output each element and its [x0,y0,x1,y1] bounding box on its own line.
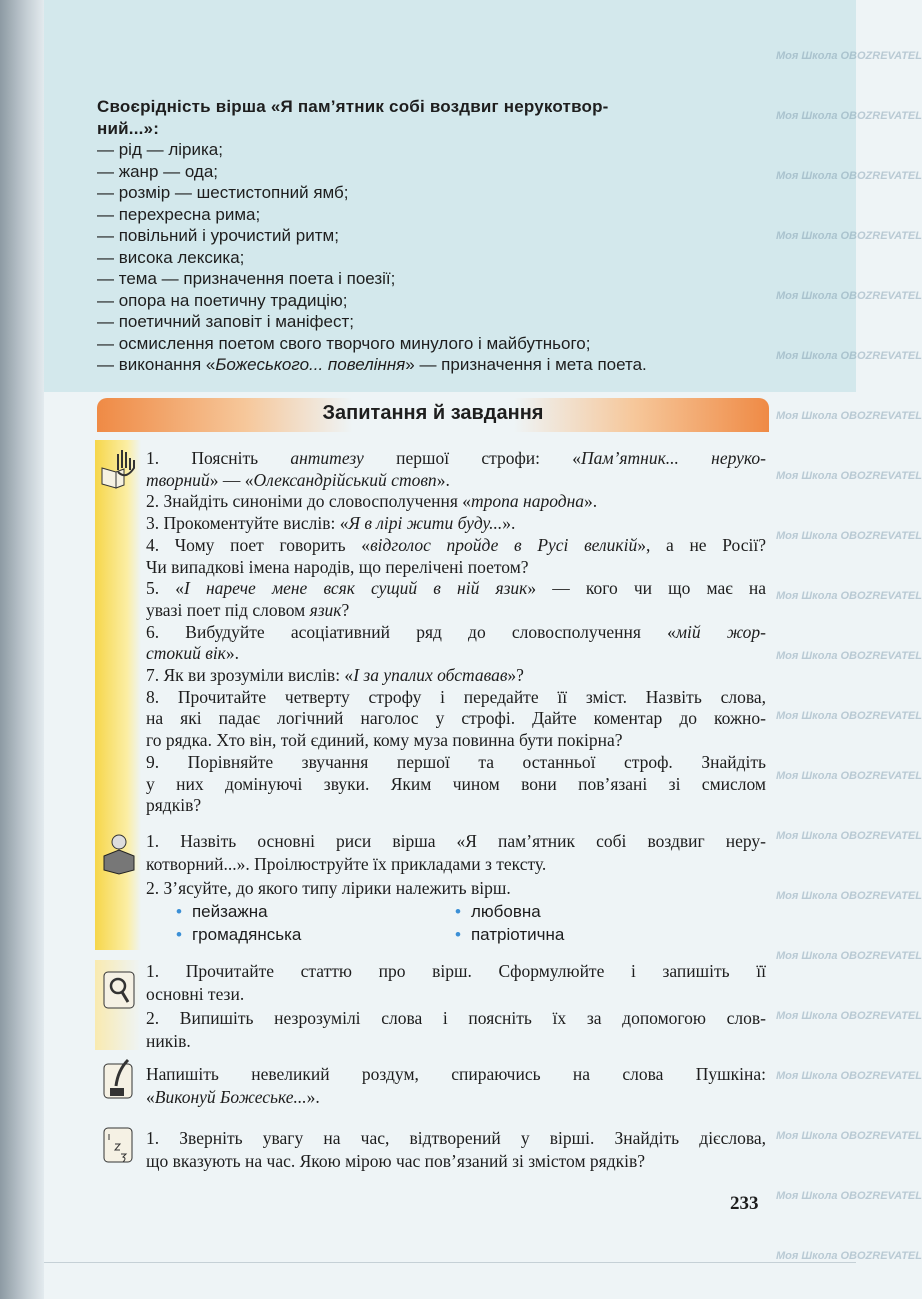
features-list [97,139,762,354]
lyric-type-label: любовна [470,902,541,921]
watermark: Моя Школа OBOZREVATEL [776,290,922,302]
text: 3. Прокоментуйте вислів: « [146,513,349,534]
italic-text: стокий вік [146,643,226,664]
watermark: Моя Школа OBOZREVATEL [776,950,922,962]
numbered-scroll-icon [98,1124,140,1168]
features-item: — жанр — ода; [97,161,219,181]
italic-text: відголос пройде в Русі великій [370,534,638,555]
text: у них домінуючі звуки. Яким чином вони пов’язані зі смислом [146,773,766,794]
watermark: Моя Школа OBOZREVATEL [776,1070,922,1082]
title-line: ний...»: [97,118,160,138]
lyric-type-label: громадянська [191,925,302,944]
lyric-type-item [176,900,268,923]
questions-block-5 [146,1127,766,1174]
page-number: 233 [730,1193,759,1214]
section-header [97,398,769,432]
text-line [146,853,766,876]
watermark: Моя Школа OBOZREVATEL [776,770,922,782]
lyric-type-item [455,923,564,946]
italic-text: І нарече мене всяк сущий в ній язик [184,578,528,599]
item-text: » — призначення і мета поета. [405,355,647,374]
italic-text: язик [309,599,342,620]
text-line [146,1063,766,1086]
features-item: — розмір — шестистопний ямб; [97,183,349,202]
text: 1. Зверніть увагу на час, відтворений у вірші. Знайдіть дієслова, [146,1128,766,1148]
italic-text: мій жор- [675,621,766,642]
text: ». [584,491,598,512]
text-line [146,877,766,900]
text: 2. З’ясуйте, до якого типу лірики належить вірш. [146,877,511,898]
hand-book-icon [98,448,140,492]
features-item: — поетичний заповіт і маніфест; [97,312,355,331]
text: ? [341,599,350,620]
item-text: — виконання « [97,355,216,374]
watermark: Моя Школа OBOZREVATEL [776,470,922,482]
text: 1. Поясніть [146,448,291,468]
text: першої строфи: « [363,448,582,468]
questions-block-2 [146,830,766,900]
text: 6. Вибудуйте асоціативний ряд до словосполучення « [146,621,676,642]
text: що вказують на час. Якою мірою час пов’язаний зі змістом рядків? [146,1151,645,1172]
text: увазі поет під словом [146,599,310,620]
text-line [146,795,766,817]
watermark: Моя Школа OBOZREVATEL [776,50,922,62]
text: 5. « [146,578,185,599]
text-line [146,448,766,470]
text-line [146,830,766,853]
watermark: Моя Школа OBOZREVATEL [776,890,922,902]
watermark: Моя Школа OBOZREVATEL [776,1010,922,1022]
text: котворний...». Проілюструйте їх прикладами з тексту. [146,854,547,875]
section-title: Запитання й завдання [322,402,544,424]
text: Чи випадкові імена народів, що перелічені поетом? [146,556,529,577]
item-italic: Божеського... повеління [215,355,406,374]
text: » — кого чи що має на [527,578,766,599]
italic-text: Я в лірі жити буду... [348,513,503,534]
italic-text: тропа народна [471,491,585,512]
text: 2. Знайдіть синоніми до словосполучення « [146,491,472,512]
italic-text: Виконуй Божеське... [154,1087,307,1108]
watermark: Моя Школа OBOZREVATEL [776,650,922,662]
text: « [146,1087,155,1108]
watermark: Моя Школа OBOZREVATEL [776,1250,922,1262]
bullet-icon: • [176,925,182,944]
text: 1. Прочитайте статтю про вірш. Сформулюйте і запишіть її [146,961,766,981]
italic-text: Пам’ятник... неруко- [581,448,766,468]
text: 1. Назвіть основні риси вірша «Я пам’ятник собі воздвиг неру- [146,831,766,851]
text-line [146,1007,766,1030]
lyric-type-item [176,923,301,946]
quill-inkwell-icon [98,1058,140,1102]
watermark: Моя Школа OBOZREVATEL [776,230,922,242]
text: го рядка. Хто він, той єдиний, кому муза повинна бути покірна? [146,730,623,751]
book-spine-shadow [0,0,44,1299]
text-line [146,1086,766,1109]
text-line [146,1150,766,1173]
text: рядків? [146,795,202,816]
questions-block-4 [146,1063,766,1110]
text: 7. Як ви зрозуміли вислів: « [146,665,354,686]
text-line [146,491,766,513]
poem-features [97,96,762,376]
text-line [146,708,766,730]
features-title [97,96,762,139]
text-line [146,960,766,983]
bullet-icon: • [455,902,461,921]
watermark: Моя Школа OBOZREVATEL [776,830,922,842]
features-item: — опора на поетичну традицію; [97,290,348,310]
text: Напишіть невеликий роздум, спираючись на слова Пушкіна: [146,1064,766,1084]
italic-text: творний [146,469,210,490]
text-line [146,600,766,622]
features-item: — осмислення поетом свого творчого минулого і майбутнього; [97,333,591,353]
text-line [146,643,766,665]
watermark: Моя Школа OBOZREVATEL [776,350,922,362]
text: ». [436,469,450,490]
text-line [146,983,766,1006]
features-item: — рід — лірика; [97,140,223,159]
lyric-type-label: патріотична [470,925,565,944]
features-item: — висока лексика; [97,247,245,267]
title-line: Своєрідність вірша «Я пам’ятник собі воздвиг нерукотвор- [97,97,609,116]
magnifier-scroll-icon [98,968,140,1012]
text: 8. Прочитайте четверту строфу і передайте її зміст. Назвіть слова, [146,686,766,707]
text-line [146,1127,766,1150]
student-book-icon [98,832,140,876]
watermark: Моя Школа OBOZREVATEL [776,590,922,602]
questions-block-3 [146,960,766,1053]
features-item: — тема — призначення поета і поезії; [97,269,396,288]
watermark: Моя Школа OBOZREVATEL [776,1130,922,1142]
watermark: Моя Школа OBOZREVATEL [776,170,922,182]
watermark: Моя Школа OBOZREVATEL [776,530,922,542]
features-item [97,354,762,376]
text-line [146,622,766,644]
text-line [146,665,766,687]
text-line [146,535,766,557]
watermark: Моя Школа OBOZREVATEL [776,710,922,722]
text: ». [306,1087,320,1108]
divider [44,1262,856,1263]
lyric-type-item [455,900,541,923]
italic-text: Олександрійський стовп [253,469,437,490]
text-line [146,578,766,600]
text: на які падає логічний наголос у строфі. Дайте коментар до кожно- [146,708,766,729]
text-line [146,470,766,492]
text: 9. Порівняйте звучання першої та останньої строф. Знайдіть [146,751,766,772]
text-line [146,513,766,535]
features-item: — повільний і урочистий ритм; [97,226,339,245]
text-line [146,752,766,774]
text: »? [507,665,524,686]
watermark: Моя Школа OBOZREVATEL [776,1190,922,1202]
bullet-icon: • [455,925,461,944]
text-line [146,774,766,796]
questions-block-1 [146,448,766,817]
text-line [146,730,766,752]
text: основні тези. [146,984,245,1005]
text: ників. [146,1030,191,1051]
lyric-type-label: пейзажна [191,902,268,921]
text: ». [502,513,516,534]
watermark: Моя Школа OBOZREVATEL [776,110,922,122]
text-line [146,687,766,709]
text: », а не Росії? [637,534,766,555]
watermark: Моя Школа OBOZREVATEL [776,410,922,422]
italic-text: антитезу [290,448,364,468]
bullet-icon: • [176,902,182,921]
italic-text: І за упалих обставав [353,665,508,686]
text: 4. Чому поет говорить « [146,534,371,555]
text: ». [225,643,239,664]
text: » — « [209,469,254,490]
text-line [146,1030,766,1053]
text-line [146,557,766,579]
features-item: — перехресна рима; [97,204,261,224]
text: 2. Випишіть незрозумілі слова і поясніть їх за допомогою слов- [146,1007,766,1028]
